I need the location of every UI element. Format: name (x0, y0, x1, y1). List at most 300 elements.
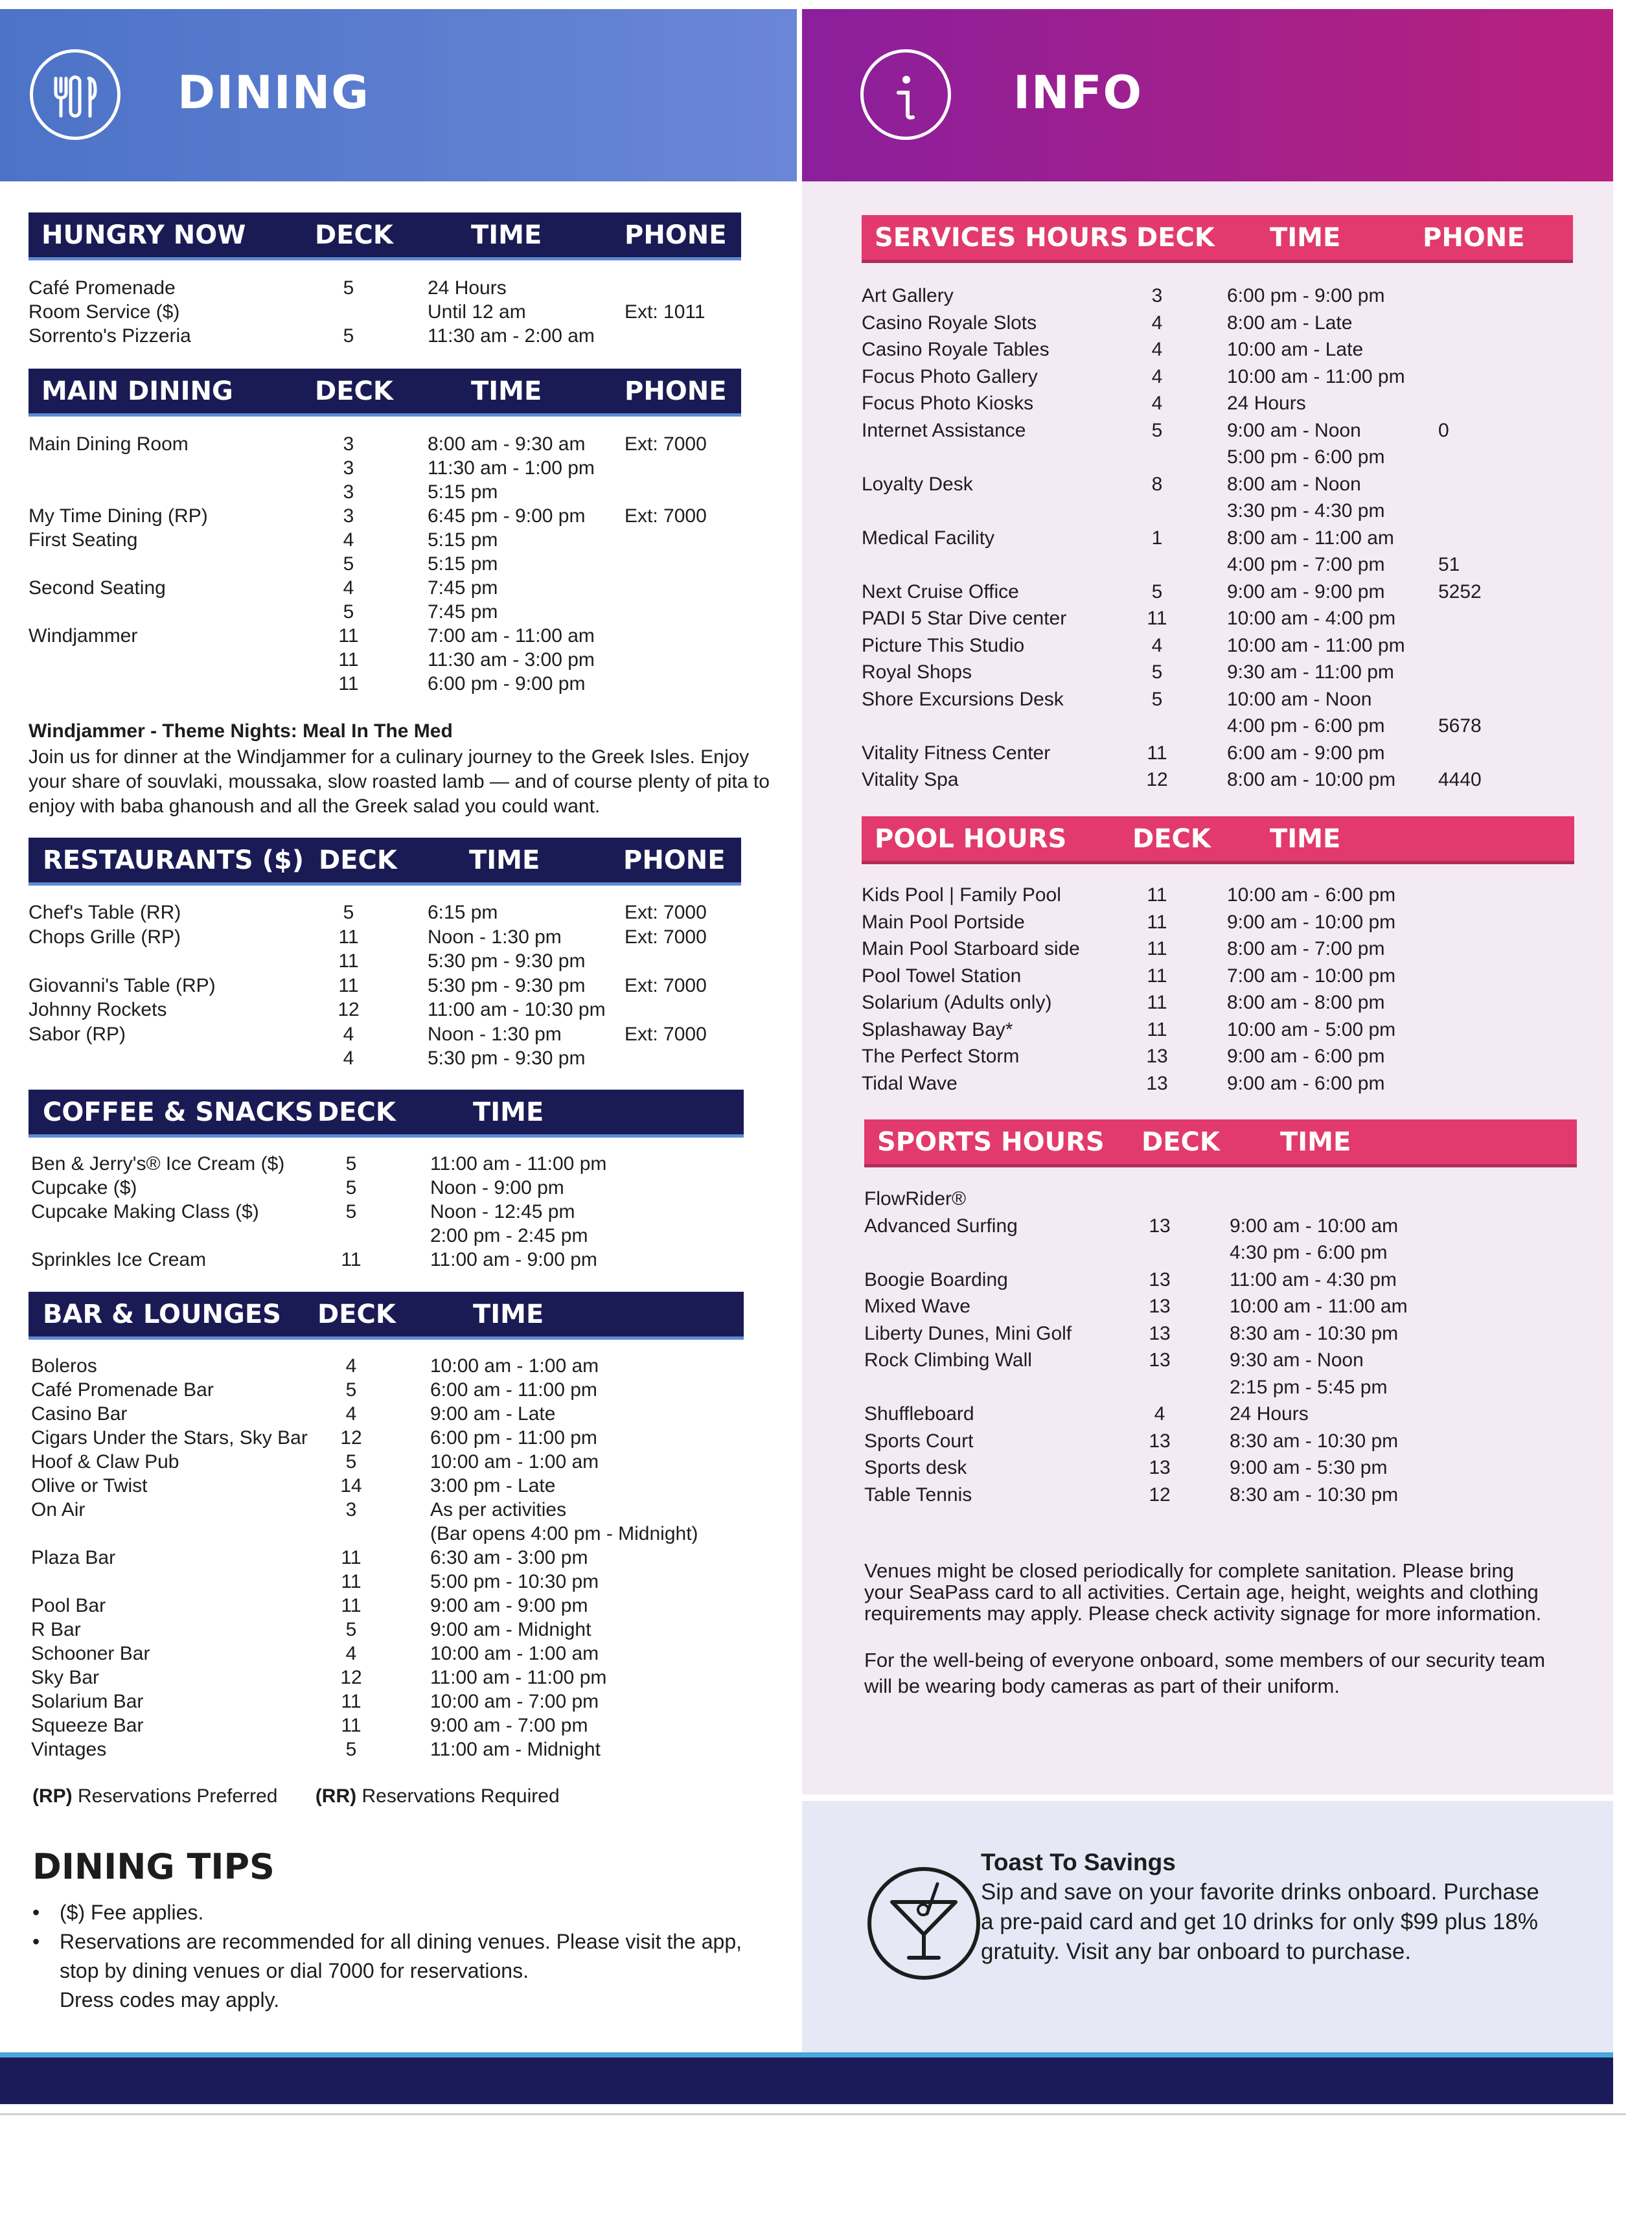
tip-2-line-3: Dress codes may apply. (60, 1988, 280, 2012)
cell-name: FlowRider® (864, 1188, 967, 1209)
cell-time: 5:30 pm - 9:30 pm (428, 950, 586, 972)
services-phone-header: PHONE (1423, 222, 1525, 253)
cell-phone: 5252 (1438, 580, 1482, 602)
cell-time: 8:30 am - 10:30 pm (1230, 1484, 1399, 1506)
cell-name: Internet Assistance (862, 419, 1026, 441)
restaurants-time-header: TIME (469, 845, 540, 875)
coffee-snacks-deck-header: DECK (317, 1097, 396, 1127)
cell-name: Sky Bar (31, 1667, 100, 1688)
cell-phone: Ext: 7000 (625, 974, 707, 996)
cell-name: Vintages (31, 1739, 107, 1760)
cell-deck: 3 (343, 433, 354, 455)
cell-name: Cupcake ($) (31, 1177, 137, 1198)
coffee-snacks-title: COFFEE & SNACKS (43, 1097, 314, 1127)
toast-line-1: Sip and save on your favorite drinks onboard. Purchase (981, 1879, 1539, 1905)
cell-time: 8:00 am - Late (1227, 312, 1353, 334)
cell-name: Medical Facility (862, 527, 995, 549)
cell-deck: 13 (1146, 1046, 1168, 1067)
cell-deck: 13 (1149, 1430, 1171, 1452)
theme-night-line-1: Join us for dinner at the Windjammer for a culinary journey to the Greek Isles. Enjoy (29, 746, 750, 768)
cell-time: 11:00 am - 10:30 pm (428, 999, 606, 1020)
cell-deck: 5 (345, 1379, 357, 1401)
pool-hours-header (862, 816, 1574, 864)
main-dining-deck-header: DECK (315, 376, 393, 406)
cell-name: Pool Towel Station (862, 965, 1022, 987)
pool-deck-header: DECK (1132, 823, 1211, 854)
cell-deck: 5 (343, 553, 354, 575)
cell-phone: Ext: 1011 (625, 301, 706, 323)
restaurants-deck-header: DECK (319, 845, 397, 875)
reservation-legend (32, 1784, 560, 1809)
cell-time: 6:00 pm - 9:00 pm (428, 673, 586, 694)
cell-time: 10:00 am - 1:00 am (430, 1451, 599, 1473)
theme-night-line-3: enjoy with baba ghanoush and all the Greek salad you could want. (29, 796, 601, 817)
cocktail-icon (865, 1864, 983, 1982)
cell-time: 4:30 pm - 6:00 pm (1230, 1242, 1388, 1263)
cell-name: Pool Bar (31, 1595, 106, 1616)
cell-deck: 11 (341, 1249, 361, 1270)
cell-time: 5:15 pm (428, 529, 498, 551)
tip-bullet-2 (32, 1927, 40, 1956)
cell-time: 7:00 am - 11:00 am (428, 625, 595, 647)
cell-time: 10:00 am - 11:00 pm (1227, 634, 1405, 656)
cell-name: Main Dining Room (29, 433, 189, 455)
cell-deck: 4 (343, 529, 354, 551)
cell-deck: 11 (1147, 884, 1167, 906)
cell-deck: 11 (1147, 608, 1167, 629)
cell-name: Room Service ($) (29, 301, 180, 323)
main-dining-phone-header: PHONE (625, 376, 727, 406)
cell-time: 10:00 am - Noon (1227, 688, 1372, 710)
cell-name: Vitality Fitness Center (862, 742, 1051, 764)
cell-name: Focus Photo Gallery (862, 365, 1038, 387)
cell-deck: 4 (1151, 339, 1163, 360)
cell-deck: 11 (1147, 992, 1167, 1013)
cell-deck: 13 (1149, 1349, 1171, 1371)
cell-deck: 8 (1151, 473, 1163, 495)
cell-name: The Perfect Storm (862, 1046, 1020, 1067)
cell-name: Sports desk (864, 1457, 967, 1478)
cell-name: Sports Court (864, 1430, 974, 1452)
cell-name: Shuffleboard (864, 1403, 974, 1425)
sports-time-header: TIME (1280, 1127, 1351, 1157)
rr-text: Reservations Required (361, 1785, 560, 1807)
cell-time: (Bar opens 4:00 pm - Midnight) (430, 1523, 698, 1544)
cell-time: 9:00 am - 5:30 pm (1230, 1457, 1388, 1478)
cell-deck: 4 (1151, 393, 1163, 414)
cell-name: Royal Shops (862, 661, 972, 683)
cell-time: Noon - 9:00 pm (430, 1177, 564, 1198)
cell-phone: 0 (1438, 419, 1449, 441)
cell-time: 8:00 am - 10:00 pm (1227, 769, 1396, 790)
toast-title: Toast To Savings (981, 1849, 1176, 1875)
sports-title: SPORTS HOURS (877, 1127, 1105, 1157)
cutlery-icon (30, 49, 120, 140)
coffee-snacks-header (29, 1090, 744, 1138)
cell-time: 9:00 am - 7:00 pm (430, 1715, 588, 1736)
cell-name: Advanced Surfing (864, 1215, 1018, 1237)
cell-name: Vitality Spa (862, 769, 959, 790)
cell-deck: 11 (338, 950, 359, 972)
cell-name: R Bar (31, 1619, 81, 1640)
cell-name: Olive or Twist (31, 1475, 148, 1496)
services-hours-header (862, 215, 1573, 263)
cell-time: 8:00 am - 8:00 pm (1227, 992, 1385, 1013)
cell-name: Tidal Wave (862, 1072, 958, 1094)
cell-time: Until 12 am (428, 301, 526, 323)
cell-time: 8:00 am - 9:30 am (428, 433, 586, 455)
cell-time: 10:00 am - Late (1227, 339, 1364, 360)
cell-time: 24 Hours (428, 277, 507, 299)
sports-hours-header (864, 1119, 1577, 1167)
cell-name: Splashaway Bay* (862, 1018, 1013, 1040)
cell-time: 6:15 pm (428, 902, 498, 923)
cell-time: 10:00 am - 1:00 am (430, 1643, 599, 1664)
cell-time: 6:00 am - 11:00 pm (430, 1379, 597, 1401)
rp-text: Reservations Preferred (78, 1785, 278, 1807)
cell-name: Casino Royale Slots (862, 312, 1037, 334)
cell-name: Schooner Bar (31, 1643, 150, 1664)
cell-deck: 5 (1151, 661, 1163, 683)
tip-bullet-1 (32, 1898, 40, 1927)
cell-time: 5:15 pm (428, 553, 498, 575)
cell-name: Next Cruise Office (862, 580, 1019, 602)
cell-deck: 11 (338, 673, 359, 694)
cell-deck: 11 (1147, 742, 1167, 764)
cell-name: Giovanni's Table (RP) (29, 974, 216, 996)
cell-name: Johnny Rockets (29, 999, 167, 1020)
cell-deck: 3 (343, 505, 354, 527)
cell-deck: 12 (340, 1667, 362, 1688)
cell-time: 24 Hours (1230, 1403, 1309, 1425)
info-icon (860, 49, 951, 140)
cell-deck: 12 (338, 999, 360, 1020)
footer-bar (0, 2057, 1613, 2104)
cell-deck: 4 (1154, 1403, 1165, 1425)
main-dining-time-header: TIME (471, 376, 542, 406)
info-title: INFO (1013, 66, 1143, 119)
cell-name: Solarium (Adults only) (862, 992, 1052, 1013)
cell-name: Cigars Under the Stars, Sky Bar (31, 1427, 308, 1449)
cell-time: 8:00 am - 7:00 pm (1227, 938, 1385, 959)
footer-rule (0, 2113, 1626, 2115)
cell-deck: 4 (345, 1355, 357, 1377)
cell-name: Café Promenade Bar (31, 1379, 214, 1401)
cell-name: Café Promenade (29, 277, 176, 299)
cell-deck: 13 (1149, 1268, 1171, 1290)
sports-deck-header: DECK (1141, 1127, 1220, 1157)
bullet-dot: • (32, 1930, 40, 1953)
cell-deck: 4 (345, 1403, 357, 1425)
cell-time: 7:45 pm (428, 601, 498, 623)
cell-deck: 11 (338, 926, 359, 948)
cell-deck: 4 (343, 577, 354, 599)
restaurants-title: RESTAURANTS ($) (43, 845, 304, 875)
tip-2-line-2: stop by dining venues or dial 7000 for reservations. (60, 1959, 529, 1982)
cell-time: 8:30 am - 10:30 pm (1230, 1322, 1399, 1344)
cell-deck: 11 (1147, 911, 1167, 933)
cell-deck: 3 (345, 1499, 357, 1520)
cell-time: 2:15 pm - 5:45 pm (1230, 1376, 1388, 1398)
notice-2-line-2: will be wearing body cameras as part of their uniform. (864, 1675, 1340, 1697)
cell-time: 6:30 am - 3:00 pm (430, 1547, 588, 1568)
notice-1-line-2: your SeaPass card to all activities. Certain age, height, weights and clothing (864, 1581, 1539, 1603)
cell-phone: Ext: 7000 (625, 433, 707, 455)
cell-name: Picture This Studio (862, 634, 1025, 656)
cell-time: Noon - 12:45 pm (430, 1201, 575, 1222)
cell-name: My Time Dining (RP) (29, 505, 208, 527)
cell-time: 10:00 am - 7:00 pm (430, 1691, 599, 1712)
cell-deck: 13 (1149, 1457, 1171, 1478)
cell-name: Windjammer (29, 625, 138, 647)
cell-time: 9:00 am - 6:00 pm (1227, 1046, 1385, 1067)
bar-lounges-time-header: TIME (473, 1299, 544, 1329)
cell-time: As per activities (430, 1499, 567, 1520)
cell-deck: 3 (343, 481, 354, 503)
cell-time: 4:00 pm - 6:00 pm (1227, 715, 1385, 737)
cell-deck: 5 (1151, 580, 1163, 602)
cell-time: 7:45 pm (428, 577, 498, 599)
cell-name: Sorrento's Pizzeria (29, 325, 191, 347)
hungry-now-deck-header: DECK (315, 220, 393, 250)
theme-night-line-2: your share of souvlaki, moussaka, slow roasted lamb — and of course plenty of pita to (29, 771, 770, 792)
cell-deck: 4 (345, 1643, 357, 1664)
cell-time: 9:00 am - Late (430, 1403, 556, 1425)
cell-deck: 11 (338, 649, 359, 670)
cell-deck: 5 (343, 325, 354, 347)
cell-deck: 11 (1147, 1018, 1167, 1040)
cell-deck: 13 (1146, 1072, 1168, 1094)
cell-time: 5:00 pm - 10:30 pm (430, 1571, 599, 1592)
cell-time: 11:30 am - 1:00 pm (428, 457, 595, 479)
cell-name: Plaza Bar (31, 1547, 116, 1568)
cell-time: 9:00 am - 9:00 pm (1227, 580, 1385, 602)
cell-time: 11:30 am - 2:00 am (428, 325, 595, 347)
cell-time: 9:00 am - Midnight (430, 1619, 591, 1640)
dining-title: DINING (178, 66, 370, 119)
cell-time: 6:00 pm - 11:00 pm (430, 1427, 597, 1449)
cell-time: Noon - 1:30 pm (428, 1023, 562, 1045)
cell-time: 6:00 pm - 9:00 pm (1227, 285, 1385, 306)
cell-time: 6:45 pm - 9:00 pm (428, 505, 586, 527)
cell-deck: 13 (1149, 1322, 1171, 1344)
cell-deck: 12 (1149, 1484, 1171, 1506)
cell-time: 9:30 am - 11:00 pm (1227, 661, 1394, 683)
rp-key: (RP) (32, 1785, 73, 1807)
cell-deck: 4 (343, 1023, 354, 1045)
cell-time: 10:00 am - 6:00 pm (1227, 884, 1396, 906)
cell-time: 5:30 pm - 9:30 pm (428, 974, 586, 996)
hungry-now-title: HUNGRY NOW (41, 220, 246, 250)
cell-name: PADI 5 Star Dive center (862, 608, 1067, 629)
hungry-now-header (29, 212, 741, 260)
cell-name: Chef's Table (RR) (29, 902, 181, 923)
cell-time: 3:00 pm - Late (430, 1475, 556, 1496)
cell-time: 9:00 am - 10:00 am (1230, 1215, 1399, 1237)
toast-line-3: gratuity. Visit any bar onboard to purchase. (981, 1939, 1412, 1964)
cell-name: Loyalty Desk (862, 473, 973, 495)
cell-name: Main Pool Portside (862, 911, 1025, 933)
cell-deck: 11 (338, 974, 359, 996)
cell-deck: 1 (1151, 527, 1163, 549)
cell-deck: 11 (341, 1547, 361, 1568)
cell-name: Main Pool Starboard side (862, 938, 1080, 959)
cell-time: 4:00 pm - 7:00 pm (1227, 554, 1385, 575)
cell-deck: 4 (343, 1048, 354, 1069)
cell-deck: 5 (345, 1739, 357, 1760)
cell-name: Ben & Jerry's® Ice Cream ($) (31, 1153, 285, 1175)
cell-name: Boleros (31, 1355, 97, 1377)
services-deck-header: DECK (1136, 222, 1215, 253)
cell-name: Casino Royale Tables (862, 339, 1050, 360)
cell-name: Cupcake Making Class ($) (31, 1201, 259, 1222)
cell-name: Sprinkles Ice Cream (31, 1249, 207, 1270)
rr-key: (RR) (315, 1785, 357, 1807)
cell-phone: 4440 (1438, 769, 1482, 790)
cell-name: Table Tennis (864, 1484, 972, 1506)
cell-phone: Ext: 7000 (625, 505, 707, 527)
cell-name: On Air (31, 1499, 86, 1520)
cell-time: 11:00 am - Midnight (430, 1739, 601, 1760)
cell-name: Hoof & Claw Pub (31, 1451, 179, 1473)
cell-time: 6:00 am - 9:00 pm (1227, 742, 1385, 764)
notice-2-line-1: For the well-being of everyone onboard, some members of our security team (864, 1649, 1546, 1671)
cell-time: 8:00 am - 11:00 am (1227, 527, 1394, 549)
cell-name: Second Seating (29, 577, 166, 599)
cell-time: 11:00 am - 11:00 pm (430, 1667, 607, 1688)
cell-time: 2:00 pm - 2:45 pm (430, 1225, 588, 1246)
cell-name: Art Gallery (862, 285, 954, 306)
coffee-snacks-time-header: TIME (473, 1097, 544, 1127)
cell-time: 10:00 am - 5:00 pm (1227, 1018, 1396, 1040)
notice-1-line-1: Venues might be closed periodically for complete sanitation. Please bring (864, 1559, 1514, 1582)
cell-time: 5:15 pm (428, 481, 498, 503)
cell-deck: 12 (1146, 769, 1168, 790)
cell-deck: 12 (340, 1427, 362, 1449)
cell-time: Noon - 1:30 pm (428, 926, 562, 948)
pool-time-header: TIME (1270, 823, 1341, 854)
theme-night-title: Windjammer - Theme Nights: Meal In The Med (29, 720, 453, 742)
cell-name: Solarium Bar (31, 1691, 144, 1712)
services-title: SERVICES HOURS (875, 222, 1129, 253)
cell-deck: 14 (340, 1475, 362, 1496)
tip-2-line-1: Reservations are recommended for all dining venues. Please visit the app, (60, 1930, 742, 1953)
cell-time: 9:00 am - Noon (1227, 419, 1361, 441)
cell-phone: 51 (1438, 554, 1460, 575)
cell-time: 5:30 pm - 9:30 pm (428, 1048, 586, 1069)
cell-time: 5:00 pm - 6:00 pm (1227, 446, 1385, 468)
cell-deck: 4 (1151, 312, 1163, 334)
cell-time: 9:00 am - 9:00 pm (430, 1595, 588, 1616)
cell-time: 10:00 am - 4:00 pm (1227, 608, 1396, 629)
cell-phone: Ext: 7000 (625, 926, 707, 948)
cell-name: Liberty Dunes, Mini Golf (864, 1322, 1072, 1344)
cell-time: 9:30 am - Noon (1230, 1349, 1364, 1371)
cell-name: Chops Grille (RP) (29, 926, 181, 948)
cell-time: 11:30 am - 3:00 pm (428, 649, 595, 670)
cell-deck: 5 (345, 1201, 357, 1222)
cell-time: 10:00 am - 1:00 am (430, 1355, 599, 1377)
cell-time: 24 Hours (1227, 393, 1306, 414)
cell-time: 7:00 am - 10:00 pm (1227, 965, 1396, 987)
restaurants-header (29, 838, 741, 886)
cell-deck: 11 (341, 1595, 361, 1616)
footer-accent-line (0, 2052, 1613, 2057)
bullet-dot: • (32, 1901, 40, 1924)
cell-time: 9:00 am - 10:00 pm (1227, 911, 1396, 933)
cell-name: Casino Bar (31, 1403, 128, 1425)
bar-lounges-title: BAR & LOUNGES (43, 1299, 281, 1329)
notice-1-line-3: requirements may apply. Please check activity signage for more information. (864, 1602, 1542, 1625)
cell-time: 11:00 am - 11:00 pm (430, 1153, 607, 1175)
hungry-now-phone-header: PHONE (625, 220, 727, 250)
cell-deck: 5 (343, 902, 354, 923)
main-dining-header (29, 369, 741, 417)
cell-name: Sabor (RP) (29, 1023, 126, 1045)
cell-deck: 13 (1149, 1215, 1171, 1237)
toast-line-2: a pre-paid card and get 10 drinks for only $99 plus 18% (981, 1909, 1538, 1934)
cell-name: Mixed Wave (864, 1296, 970, 1317)
cell-name: First Seating (29, 529, 138, 551)
cell-deck: 3 (343, 457, 354, 479)
cell-phone: 5678 (1438, 715, 1482, 737)
cell-deck: 5 (1151, 688, 1163, 710)
cell-time: 10:00 am - 11:00 pm (1227, 365, 1405, 387)
cell-phone: Ext: 7000 (625, 902, 707, 923)
cell-deck: 5 (345, 1451, 357, 1473)
restaurants-phone-header: PHONE (623, 845, 726, 875)
cell-deck: 5 (345, 1153, 357, 1175)
cell-name: Rock Climbing Wall (864, 1349, 1032, 1371)
cell-deck: 11 (1147, 965, 1167, 987)
cell-deck: 4 (1151, 365, 1163, 387)
cell-deck: 5 (1151, 419, 1163, 441)
cell-deck: 13 (1149, 1296, 1171, 1317)
cell-deck: 4 (1151, 634, 1163, 656)
cell-time: 8:30 am - 10:30 pm (1230, 1430, 1399, 1452)
cell-phone: Ext: 7000 (625, 1023, 707, 1045)
cell-deck: 5 (345, 1619, 357, 1640)
cell-time: 9:00 am - 6:00 pm (1227, 1072, 1385, 1094)
cell-deck: 5 (343, 601, 354, 623)
hungry-now-time-header: TIME (471, 220, 542, 250)
cell-time: 11:00 am - 4:30 pm (1230, 1268, 1397, 1290)
bar-lounges-header (29, 1292, 744, 1340)
info-banner (802, 9, 1613, 181)
tip-1-text: ($) Fee applies. (60, 1901, 204, 1924)
cell-time: 10:00 am - 11:00 am (1230, 1296, 1408, 1317)
cell-name: Shore Excursions Desk (862, 688, 1064, 710)
cell-deck: 11 (341, 1715, 361, 1736)
dining-banner (0, 9, 797, 181)
cell-name: Squeeze Bar (31, 1715, 144, 1736)
cell-name: Focus Photo Kiosks (862, 393, 1034, 414)
cell-name: Boogie Boarding (864, 1268, 1008, 1290)
cell-deck: 11 (341, 1691, 361, 1712)
cell-name: Kids Pool | Family Pool (862, 884, 1061, 906)
pool-title: POOL HOURS (875, 823, 1067, 854)
main-dining-title: MAIN DINING (41, 376, 233, 406)
cell-deck: 11 (338, 625, 359, 647)
cell-deck: 5 (343, 277, 354, 299)
cell-deck: 11 (1147, 938, 1167, 959)
cell-time: 8:00 am - Noon (1227, 473, 1361, 495)
services-time-header: TIME (1270, 222, 1341, 253)
cell-time: 3:30 pm - 4:30 pm (1227, 500, 1385, 522)
cell-deck: 11 (341, 1571, 361, 1592)
cell-deck: 5 (345, 1177, 357, 1198)
bar-lounges-deck-header: DECK (317, 1299, 396, 1329)
